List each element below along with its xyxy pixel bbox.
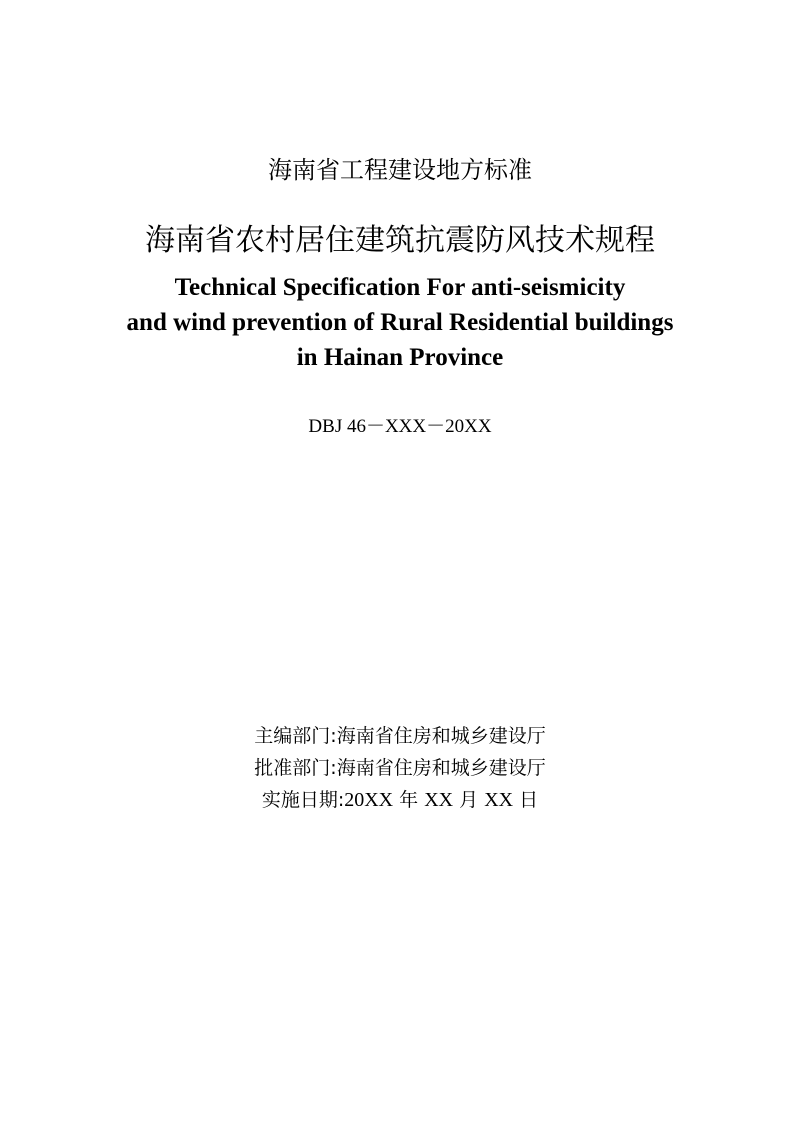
chinese-title: 海南省农村居住建筑抗震防风技术规程 xyxy=(145,223,655,258)
standard-category: 海南省工程建设地方标准 xyxy=(268,156,532,184)
english-title-line-3: in Hainan Province xyxy=(296,344,504,371)
effective-date-row xyxy=(0,784,800,816)
effective-date-month-unit: 月 xyxy=(459,789,479,811)
english-title xyxy=(0,270,800,375)
standard-code: DBJ 46－XXX－20XX xyxy=(308,416,492,437)
english-title-line-1: Technical Specification For anti-seismicity xyxy=(174,274,626,301)
editor-label: 主编部门: xyxy=(254,725,337,747)
approver-label: 批准部门: xyxy=(254,757,337,779)
effective-date-day: XX xyxy=(484,789,514,811)
editor-row xyxy=(0,720,800,752)
effective-date-year: 20XX xyxy=(344,789,394,811)
effective-date-label: 实施日期: xyxy=(261,789,345,811)
effective-date-day-unit: 日 xyxy=(519,789,539,811)
editor-value: 海南省住房和城乡建设厅 xyxy=(336,725,546,747)
approver-row xyxy=(0,752,800,784)
publication-info xyxy=(0,720,800,816)
effective-date-year-unit: 年 xyxy=(399,789,419,811)
effective-date-month: XX xyxy=(424,789,454,811)
approver-value: 海南省住房和城乡建设厅 xyxy=(336,757,546,779)
english-title-line-2: and wind prevention of Rural Residential buildings xyxy=(126,309,674,336)
